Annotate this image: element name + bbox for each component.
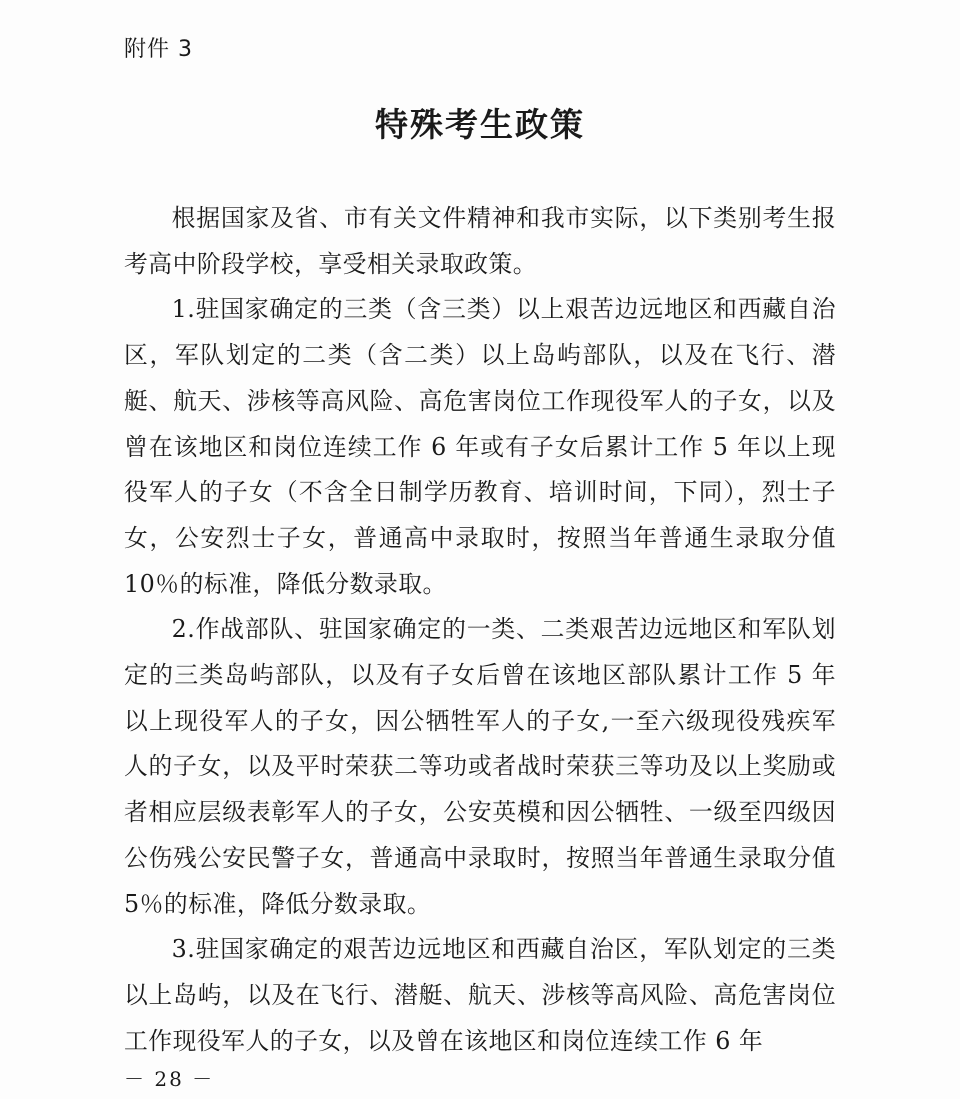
page-number: － 28 － — [124, 1067, 215, 1091]
policy-item-3: 3.驻国家确定的艰苦边远地区和西藏自治区，军队划定的三类以上岛屿，以及在飞行、潜艇、航天、涉核等高风险、高危害岗位工作现役军人的子女，以及曾在该地区和岗位连续工作 6 年 — [124, 935, 836, 1055]
policy-item-2: 2.作战部队、驻国家确定的一类、二类艰苦边远地区和军队划定的三类岛屿部队，以及有子女后曾在该地区部队累计工作 5 年以上现役军人的子女，因公牺牲军人的子女,一至六级现役残疾军人的子女，以及平时荣获二等功或者战时荣获三等功及以上奖励或者相应层级表彰军人的子女，公安英模和因公牺牲、一级至四级因公伤残公安民警子女，普通高中录取时，按照当年普通生录取分值 5％的标准，降低分数录取。 — [124, 615, 836, 918]
policy-item-1: 1.驻国家确定的三类（含三类）以上艰苦边远地区和西藏自治区，军队划定的二类（含二类）以上岛屿部队，以及在飞行、潜艇、航天、涉核等高风险、高危害岗位工作现役军人的子女，以及曾在该地区和岗位连续工作 6 年或有子女后累计工作 5 年以上现役军人的子女（不含全日制学历教育、培训时间，下同），烈士子女，公安烈士子女，普通高中录取时，按照当年普通生录取分值 10％的标准，降低分数录取。 — [124, 295, 836, 598]
document-body — [124, 196, 836, 1064]
attachment-label: 附件 3 — [124, 37, 193, 62]
document-title: 特殊考生政策 — [375, 105, 585, 144]
intro-paragraph: 根据国家及省、市有关文件精神和我市实际，以下类别考生报考高中阶段学校，享受相关录取政策。 — [124, 204, 836, 278]
